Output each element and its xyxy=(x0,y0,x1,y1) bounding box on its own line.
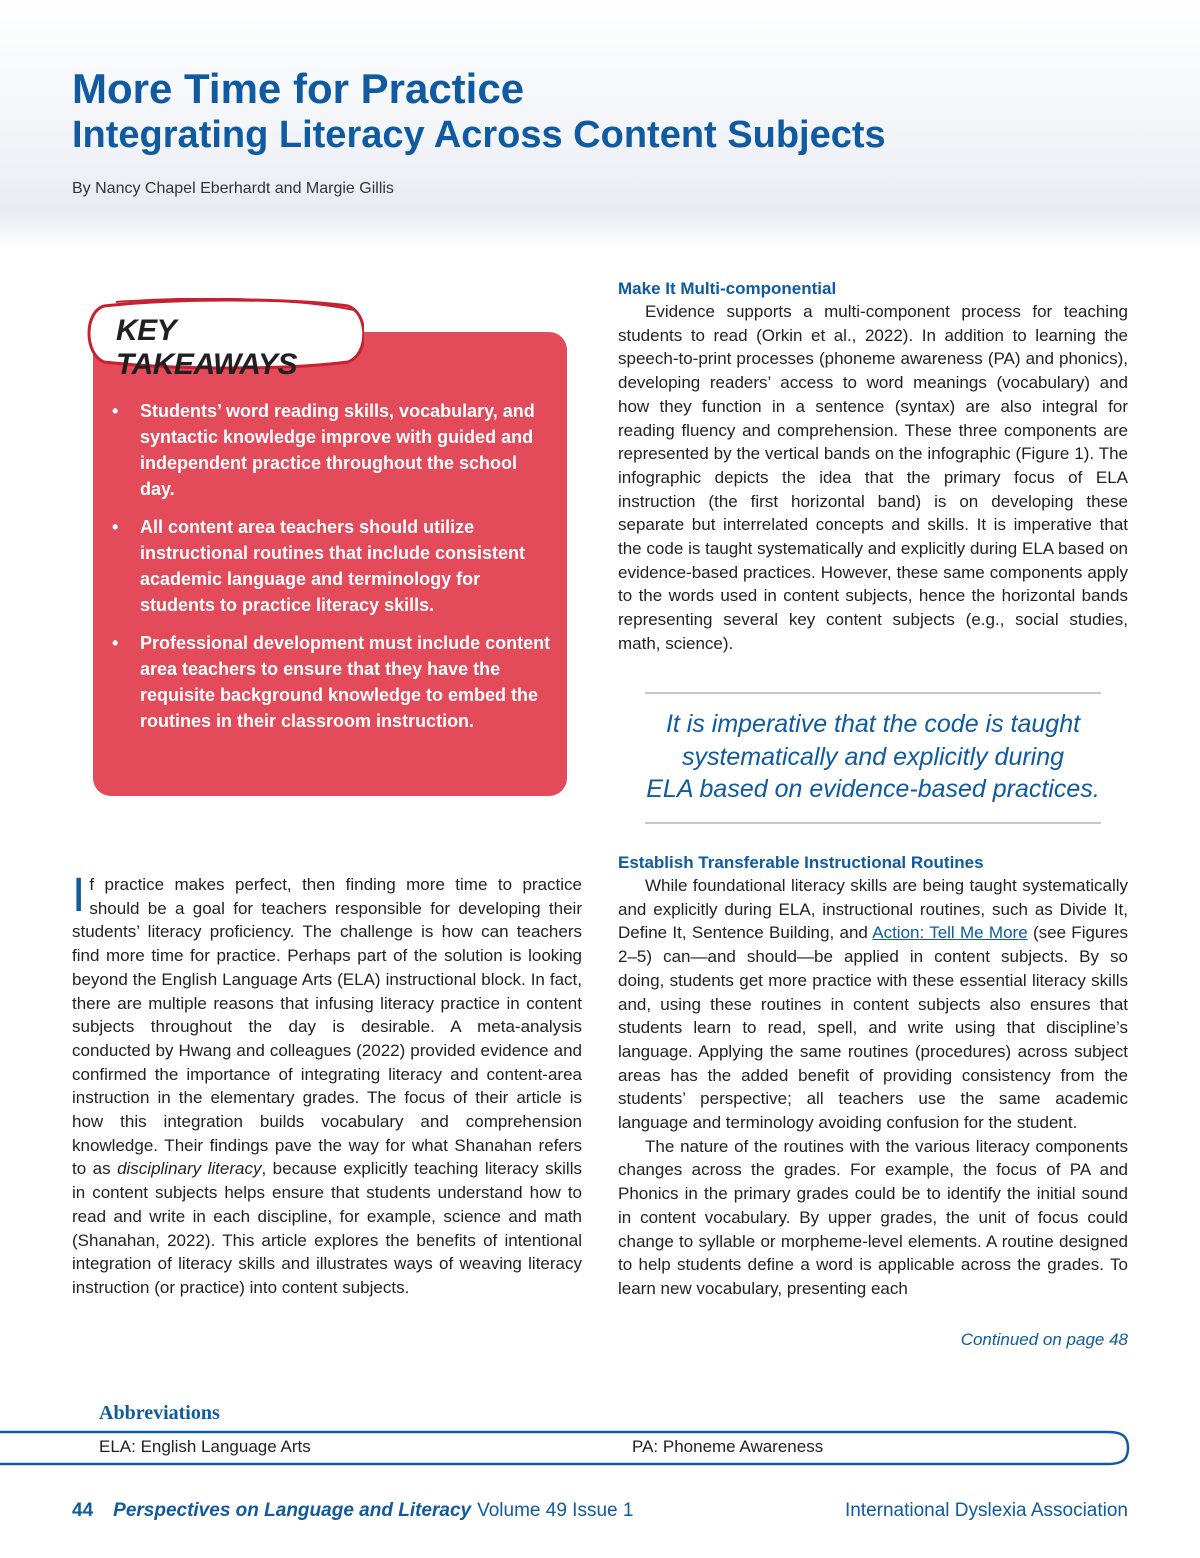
article-subtitle: Integrating Literacy Across Content Subjects xyxy=(72,114,886,156)
key-takeaways-list xyxy=(112,398,552,746)
section-heading: Make It Multi-componential xyxy=(618,279,837,298)
section-paragraph: Evidence supports a multi-component process for teaching students to read (Orkin et al., 2022). In addition to learning the speech-to-print processes (phoneme awareness (PA) and phonics), developing readers’ access to word meanings (vocabulary) and how they function in a sentence (syntax) are also integral for reading fluency and comprehension. These three components are represented by the vertical bands on the infographic (Figure 1). The infographic depicts the idea that the primary focus of ELA instruction (the first horizontal band) is on developing these separate but interrelated concepts and skills. It is imperative that the code is taught systematically and explicitly during ELA based on evidence-based practices. However, these same components apply to the words used in content subjects, hence the horizontal bands representing several key content subjects (e.g., social studies, math, science). xyxy=(618,302,1128,653)
abbreviation-ela: ELA: English Language Arts xyxy=(99,1437,311,1456)
byline: By Nancy Chapel Eberhardt and Margie Gillis xyxy=(72,180,394,197)
abbreviations-heading: Abbreviations xyxy=(99,1402,220,1424)
abbreviation-pa: PA: Phoneme Awareness xyxy=(632,1437,824,1456)
section-multi-componential xyxy=(618,278,1128,656)
pull-quote-rule-top xyxy=(645,692,1101,694)
takeaway-item: • Students’ word reading skills, vocabulary, and syntactic knowledge improve with guided and independent practice throughout the school day. xyxy=(112,398,552,502)
pull-quote: It is imperative that the code is taught systematically and explicitly during ELA based on evidence-based practices. xyxy=(646,710,1100,803)
takeaway-item: • All content area teachers should utilize instructional routines that include consistent academic language and terminology for students to practice literacy skills. xyxy=(112,514,552,618)
page-number: 44 xyxy=(72,1500,94,1521)
continued-note: Continued on page 48 xyxy=(960,1330,1128,1349)
bullet-icon: • xyxy=(112,401,119,421)
intro-column xyxy=(72,869,582,1300)
publisher-name: International Dyslexia Association xyxy=(844,1500,1128,1521)
tell-me-more-link[interactable]: Action: Tell Me More xyxy=(872,923,1028,943)
page-footer xyxy=(72,1500,633,1522)
intro-paragraph: If practice makes perfect, then finding more time to practice should be a goal for teachers responsible for developing their students’ literacy proficiency. The challenge is how can teachers find more time for practice. Perhaps part of the solution is looking beyond the English Language Arts (ELA) instructional block. In fact, there are multiple reasons that infusing literacy practice in content subjects throughout the day is desirable. A meta-analysis conducted by Hwang and colleagues (2022) provided evidence and confirmed the importance of integrating literacy and content-area instruction in the elementary grades. The focus of their article is how this integration builds vocabulary and comprehension knowledge. Their findings pave the way for what Shanahan refers to as disciplinary literacy, because explicitly teaching literacy skills in content subjects helps ensure that students understand how to read and write in each discipline, for example, science and math (Shanahan, 2022). This article explores the benefits of intentional integration of literacy skills and illustrates ways of weaving literacy instruction (or practice) into content subjects. xyxy=(72,869,582,1297)
drop-cap: I xyxy=(72,869,86,922)
takeaway-item: • Professional development must include content area teachers to ensure that they have the requisite background knowledge to embed the routines in their classroom instruction. xyxy=(112,630,552,734)
bullet-icon: • xyxy=(112,633,119,653)
emphasis-term: disciplinary literacy xyxy=(117,1159,262,1179)
key-takeaways-badge xyxy=(86,298,364,381)
article-title: More Time for Practice xyxy=(72,65,525,112)
section-instructional-routines xyxy=(618,852,1128,1301)
section-paragraph: While foundational literacy skills are being taught systematically and explicitly during ELA, instructional routines, such as Divide It, Define It, Sentence Building, and Action: Tell Me More (see Figures 2–5) can—and should—be applied in content subjects. By so doing, students get more practice with these essential literacy skills and, using these routines in content subjects also ensures that students learn to read, spell, and write using that discipline’s language. Applying the same routines (procedures) across subject areas has the added benefit of providing consistency from the students’ perspective; all teachers use the same academic language and terminology avoiding confusion for the student. xyxy=(618,876,1128,1133)
section-heading: Establish Transferable Instructional Routines xyxy=(618,853,984,872)
key-takeaways-title: KEY TAKEAWAYS xyxy=(116,314,298,381)
pull-quote-rule-bottom xyxy=(645,822,1101,824)
section-paragraph: The nature of the routines with the various literacy components changes across the grades. For example, the focus of PA and Phonics in the primary grades could be to identify the initial sound in content vocabulary. By upper grades, the unit of focus could change to syllable or morpheme-level elements. A routine designed to help students define a word is applicable across the grades. To learn new vocabulary, presenting each xyxy=(618,1136,1128,1298)
journal-name: Perspectives on Language and Literacy xyxy=(113,1500,472,1521)
bullet-icon: • xyxy=(112,517,119,537)
journal-volume: Volume 49 Issue 1 xyxy=(477,1500,634,1521)
